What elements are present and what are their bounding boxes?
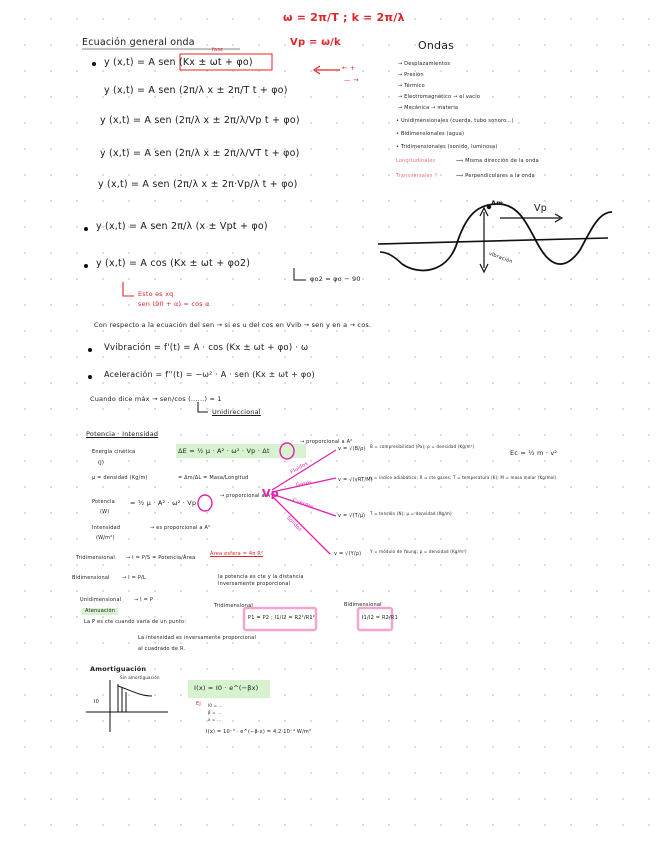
- vp-formula: Vp = ω/k: [290, 37, 341, 48]
- max-note: Cuando dice máx → sen/cos (......) = 1: [90, 395, 222, 403]
- vp-note: T = tensión (N); μ = densidad (Kg/m): [370, 511, 452, 516]
- damping-given: x = ...: [208, 717, 222, 722]
- equation-2: y (x,t) = A sen (2π/λ x ± 2π/T t + φo): [104, 85, 288, 96]
- damping-given: I0 = ...: [208, 703, 224, 708]
- bidimensional-formula: → I = P/L: [122, 575, 146, 581]
- vp-branch-solidos: Sólidos: [285, 515, 303, 534]
- equation-5: y (x,t) = A sen (2π/λ x ± 2π·Vp/λ t + φo): [98, 179, 298, 190]
- attenuation-tri-formula: P1 = P2 ; I1/I2 = R2²/R1²: [248, 615, 315, 621]
- accel-formula: Aceleración = f''(t) = −ω² · A · sen (Kx ± ωt + φo): [104, 370, 315, 379]
- attenuation-bi-formula: I1/I2 = R2/R1: [362, 615, 398, 621]
- vp-label: Vp: [534, 203, 547, 214]
- vp-fan-center: Vp: [262, 487, 279, 500]
- energy-formula: ΔE = ½ μ · A² · ω² · Vp · Δt: [178, 447, 270, 455]
- attenuation-summary-2: al cuadrado de R.: [138, 646, 186, 652]
- page-title: Ecuación general onda: [82, 37, 195, 48]
- equation-1: y (x,t) = A sen (Kx ± ωt + φo): [104, 57, 253, 68]
- vp-formula-solidos: v = √(Y/ρ): [334, 551, 362, 557]
- bullet: [88, 348, 92, 352]
- energy-label: Energía cinética: [92, 449, 136, 455]
- phase-shift: φo2 = φo − 90: [310, 275, 361, 283]
- intensity-unit: (W/m²): [96, 535, 115, 541]
- amplitude-label: Am: [491, 199, 504, 207]
- unidirectional-note: Unidireccional: [212, 408, 261, 416]
- vp-formula-gases: v = √(γRT/M): [338, 477, 373, 483]
- power-prop: → proporcional a A²: [220, 493, 273, 499]
- derivative-note: Con respecto a la ecuación del sen → si es u del cos en Vvib → sen y en a → cos.: [94, 321, 372, 329]
- vp-formula-fluidos: v = √(B/ρ): [338, 446, 366, 452]
- power-formula: = ½ μ · A² · ω² · Vp: [130, 499, 197, 507]
- power-label: Potencia: [92, 499, 115, 505]
- damping-given: β = ...: [208, 710, 222, 715]
- vvib-formula: Vvibración = f'(t) = A · cos (Kx ± ωt + φo) · ω: [104, 343, 309, 353]
- damping-formula: I(x) = I0 · e^(−βx): [194, 684, 259, 692]
- dimension-item: • Tridimensionales (sonido, luminosa): [396, 144, 498, 150]
- omega-k-formula: ω = 2π/T ; k = 2π/λ: [283, 11, 405, 24]
- equation-4: y (x,t) = A sen (2π/λ x ± 2π/λ/VT t + φo): [100, 148, 300, 159]
- cos-note-1: Esto es xq: [138, 290, 174, 298]
- intensity-label: Intensidad: [92, 525, 121, 531]
- equation-7: y (x,t) = A cos (Kx ± ωt + φo2): [96, 258, 251, 269]
- density-label: μ = densidad (Kg/m): [92, 475, 148, 481]
- equation-3: y (x,t) = A sen (2π/λ x ± 2π/λ/Vp t + φo): [100, 115, 300, 126]
- vp-note: B = compresibilidad (Pa); ρ = densidad (Kg/m³): [370, 444, 475, 449]
- unidimensional-label: Unidimensional: [80, 597, 122, 603]
- power-unit: (W): [100, 509, 110, 515]
- vp-formula-cuerdas: v = √(T/μ): [338, 513, 366, 519]
- vibration-label: vibración: [487, 250, 514, 266]
- cos-note-2: sen (90 + α) = cos α: [138, 300, 210, 308]
- attenuation-text: La P es cte cuando varía de un punto:: [84, 619, 187, 625]
- tridimensional-label: Tridimensional: [76, 555, 115, 561]
- wave-axis: [378, 238, 608, 244]
- bidimensional-note: la potencia es cte y la distancia inversamente proporcional: [218, 574, 304, 587]
- attenuation-summary-1: La intensidad es inversamente proporcional: [138, 635, 257, 641]
- dimension-item: • Unidimensionales (cuerda, tubo sonoro...): [396, 118, 514, 124]
- bidimensional-label: Bidimensional: [72, 575, 110, 581]
- wave-type-item: → Térmico: [398, 83, 425, 89]
- attenuation-tri-label: Tridimensional: [214, 603, 253, 609]
- transversal-label: Transversales ?: [396, 173, 438, 179]
- damping-title: Amortiguación: [90, 665, 147, 673]
- energy-unit: (J): [98, 460, 104, 466]
- sphere-area: Área esfera = 4π R²: [210, 551, 264, 557]
- tridimensional-formula: → I = P/S = Potencia/Área: [126, 555, 196, 561]
- transversal-text: ⟹ Perpendiculares a la onda: [456, 173, 535, 179]
- wave-type-item: → Presión: [398, 72, 424, 78]
- damping-i0: I0: [94, 699, 100, 705]
- unidimensional-formula: → I = P: [134, 597, 154, 603]
- damping-ej: Ej: [196, 701, 201, 707]
- energy-prop: → proporcional a A²: [300, 439, 353, 445]
- damping-graph: [86, 680, 168, 732]
- ondas-title: Ondas: [418, 39, 455, 52]
- bullet: [84, 227, 88, 231]
- vp-note: Y = módulo de Young; ρ = densidad (Kg/m³): [370, 549, 467, 554]
- bullet: [84, 264, 88, 268]
- longitudinal-text: ⟹ Misma dirección de la onda: [456, 158, 539, 164]
- equation-6: y (x,t) = A sen 2π/λ (x ± Vpt + φo): [96, 221, 268, 232]
- wave-type-item: → Desplazamientos: [398, 61, 451, 67]
- sign-note-plus: — →: [344, 76, 359, 84]
- vp-note: γ = índice adiabático; R = cte gases; T = temperatura (K); M = masa molar (Kg/mol): [370, 475, 557, 480]
- density-formula: = Δm/ΔL = Masa/Longitud: [178, 475, 249, 481]
- power-title: Potencia · Intensidad: [86, 430, 159, 438]
- attenuation-bi-label: Bidimensional: [344, 602, 382, 608]
- damping-result: I(x) = 10⁻³ · e^(−β·x) = 4.2·10⁻⁴ W/m²: [206, 729, 312, 735]
- vp-branch-gases: Gases: [295, 479, 313, 489]
- vp-branch-cuerdas: Cuerdas: [291, 497, 315, 511]
- damping-graph-label: Sin amortiguación: [120, 675, 160, 680]
- vp-branch-fluidos: Fluidos: [289, 460, 310, 476]
- dimension-item: • Bidimensionales (agua): [396, 131, 465, 137]
- sign-note-minus: ← +: [342, 64, 356, 72]
- bullet: [88, 375, 92, 379]
- ec-formula: Ec = ½ m · v²: [510, 449, 558, 457]
- intensity-prop: → es proporcional a A²: [150, 525, 211, 531]
- bullet: [92, 62, 96, 66]
- attenuation-title: Atenuación: [82, 608, 118, 615]
- longitudinal-label: Longitudinales: [396, 158, 436, 164]
- wave-type-item: → Electromagnético → el vacío: [398, 94, 481, 100]
- wave-type-item: → Mecánica → materia: [398, 105, 459, 111]
- phase-note: fase: [212, 47, 224, 53]
